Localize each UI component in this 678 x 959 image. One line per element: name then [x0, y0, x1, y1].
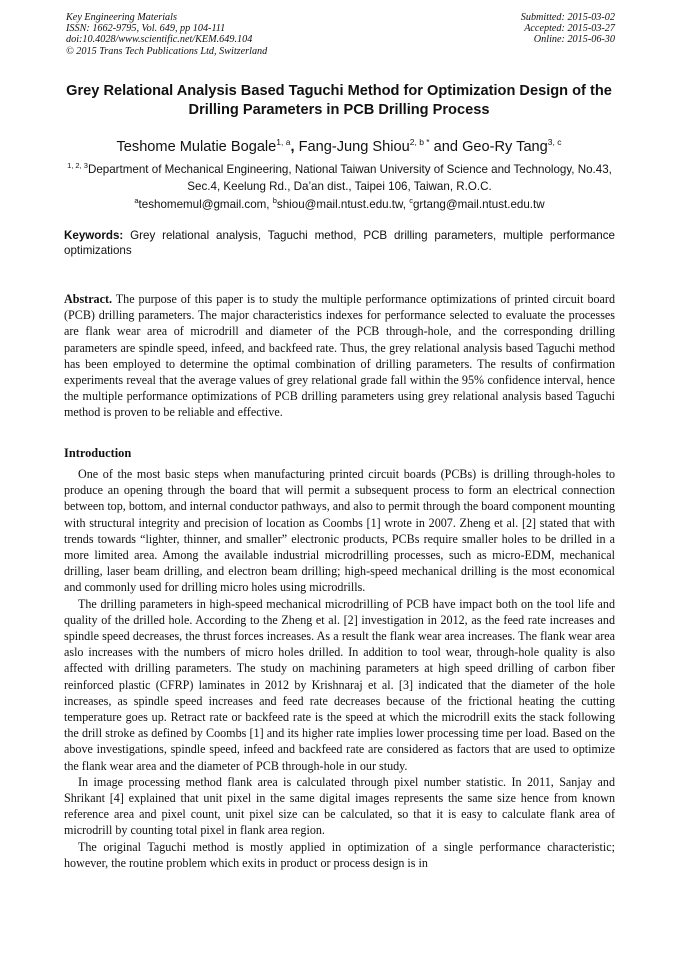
affiliation [64, 158, 615, 195]
affiliation-mark: 1, 2, 3 [67, 161, 88, 170]
author-list [30, 133, 648, 156]
author-separator: , [290, 139, 299, 155]
section-heading-introduction: Introduction [64, 446, 132, 460]
paragraph: The drilling parameters in high-speed mechanical microdrilling of PCB have impact both on the tool life and quality of the drilled hole. According to the Zheng et al. [2] investigation in 2012, as the feed rate increases and spindle speed decreases, the thrust forces increases. As a result the flank wear area increases. The flank wear area aslo increases with the numbers of micro holes drilled. In addition to tool wear, through-hole quality is also affected with drilling parameters. The study on machining parameters at high speed drilling of carbon fiber reinforced plastic (CFRP) laminates in 2012 by Krishnaraj et al. [3] indicated that the diameter of the hole increases, as spindle speed increases and feed rate decreases because of the frictional heating the cutting temperature goes up. Retract rate or backfeed rate is the speed at which the microdrill exits the stack following the drill stroke as defined by Coombs [1] and its higher rate implies lower processing time per load. Based on the above investigations, spindle speed, infeed and backfeed rate are considered as factors that are used to optimize the flank wear area and the diameter of PCB through-hole in our study. [64, 596, 615, 773]
email-mark: c [409, 196, 413, 205]
paragraph: One of the most basic steps when manufacturing printed circuit boards (PCBs) is drilling through-holes to produce an opening through the board that will permit a subsequent process to form an electrical connection between top, bottom, and internal conductor pathways, and also to permit through the board component mounting with structural integrity and precision of location as Coombs [1] wrote in 2007. Zheng et al. [2] stated that with trends towards “lighter, thinner, and smaller” electronic products, PCBs require smaller holes to be drilled in a more limited area. Among the available industrial microdrilling processes, such as micro-EDM, mechanical drilling, laser beam drilling, and electron beam drilling; high-speed mechanical drilling is the most economical and commonly used for drilling micro holes using microdrills. [64, 467, 615, 595]
keywords-label: Keywords: [64, 229, 124, 242]
author-name: Geo-Ry Tang [462, 139, 548, 155]
online-date: Online: 2015-06-30 [533, 34, 615, 46]
author-name: Fang-Jung Shiou [298, 139, 410, 155]
author-name: Teshome Mulatie Bogale [116, 139, 277, 155]
abstract-text: The purpose of this paper is to study the multiple performance optimizations of printed circuit board (PCB) drilling parameters. The major characteristics indexes for performance selected to evaluate the processes are flank wear area of microdrill and diameter of the PCB through-hole, and the corresponding drilling parameters are spindle speed, infeed, and backfeed rate. Thus, the grey relational analysis based Taguchi method has been employed to determine the optimal combination of drilling parameters. The results of confirmation experiments reveal that the average values of grey relational grade fall within the 95% confidence interval, hence the multiple performance optimizations of PCB drilling parameters using grey relational analysis based Taguchi method is proven to be reliable and effective. [64, 292, 615, 420]
abstract [64, 291, 615, 421]
author-affiliation-mark: 3, c [547, 137, 562, 147]
author-separator: and [429, 139, 463, 155]
author-affiliation-mark: 2, b * [409, 137, 430, 147]
email-separator: , [402, 198, 410, 211]
introduction-body [64, 466, 615, 871]
paper-title: Grey Relational Analysis Based Taguchi Method for Optimization Design of the Drilling Parameters in PCB Drilling Process [66, 83, 612, 118]
submission-dates [521, 12, 615, 46]
paragraph: The original Taguchi method is mostly applied in optimization of a single performance characteristic; however, the routine problem which exits in product or process design is in [64, 839, 615, 870]
email-link[interactable]: teshomemul@gmail.com [138, 198, 267, 211]
abstract-label: Abstract. [64, 292, 113, 306]
submitted-date: Submitted: 2015-03-02 [520, 12, 615, 23]
accepted-date: Accepted: 2015-03-27 [524, 23, 615, 35]
journal-copyright: © 2015 Trans Tech Publications Ltd, Switzerland [66, 45, 268, 57]
journal-info [66, 12, 267, 57]
keywords [64, 229, 615, 258]
journal-name: Key Engineering Materials [66, 12, 177, 23]
paragraph: In image processing method flank area is calculated through pixel number statistic. In 2011, Sanjay and Shrikant [4] explained that unit pixel in the same digital images represents the same size hence from known reference area and pixel count, unit pixel size can be calculated, so that it is easy to calculate flank area of microdrill by counting total pixel in flank area region. [64, 774, 615, 838]
author-affiliation-mark: 1, a [276, 137, 291, 147]
email-link[interactable]: grtang@mail.ntust.edu.tw [412, 198, 545, 211]
keywords-text: Grey relational analysis, Taguchi method, PCB drilling parameters, multiple performance optimizations [64, 229, 615, 257]
email-link[interactable]: shiou@mail.ntust.edu.tw [276, 198, 403, 211]
email-list [64, 194, 615, 212]
email-mark: b [272, 196, 277, 205]
journal-issn: ISSN: 1662-9795, Vol. 649, pp 104-111 [66, 23, 226, 35]
journal-doi: doi:10.4028/www.scientific.net/KEM.649.104 [66, 34, 253, 46]
affiliation-text: Department of Mechanical Engineering, National Taiwan University of Science and Technology, No.43, Sec.4, Keelung Rd., Da’an dist., Taipei 106, Taiwan, R.O.C. [87, 163, 612, 193]
email-mark: a [134, 196, 139, 205]
email-separator: , [266, 198, 273, 211]
